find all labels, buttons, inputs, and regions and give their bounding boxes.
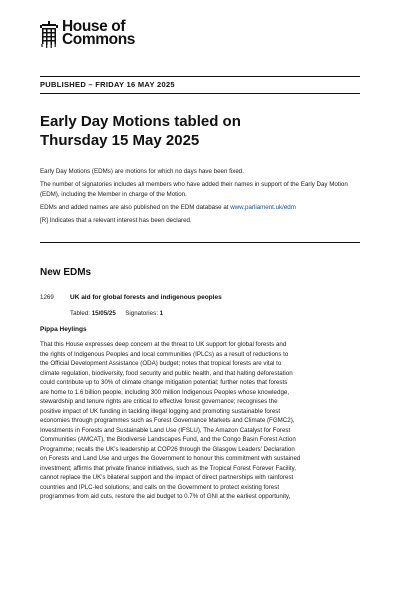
page-title-line-1: Early Day Motions tabled on <box>40 113 241 130</box>
edm-body-line: are home to 1.6 billion people, including 300 million Indigenous Peoples whose knowledge, <box>40 388 290 396</box>
edm-body-line: That this House expresses deep concern at the threat to UK support for global forests and <box>40 341 287 348</box>
published-date: PUBLISHED – FRIDAY 16 MAY 2025 <box>40 80 175 89</box>
intro-section <box>40 167 360 229</box>
edm-body-line: the Official Development Assistance (ODA) budget; notes that tropical forests are vital to <box>40 360 282 367</box>
logo-text <box>62 20 135 46</box>
edm-body-line: cannot replace the UK's bilateral support and the impact of direct partnerships with rainforest <box>40 474 294 481</box>
intro-paragraph-2: The number of signatories includes all members who have added their names in support of the Early Day Motion (EDM), including the Member in charge of the Motion. <box>40 181 348 198</box>
intro-paragraph-3 <box>40 203 360 213</box>
section-title: New EDMs <box>40 267 92 278</box>
signatories-label: Signatories: <box>125 310 158 317</box>
intro-paragraph-4: [R] Indicates that a relevant interest has been declared. <box>40 216 192 224</box>
edm-body <box>40 340 358 502</box>
tabled-date: 15/05/25 <box>91 310 116 317</box>
edm-body-line: investment; affirms that private finance initiatives, such as the Tropical Forest Forever Facility, <box>40 464 296 472</box>
edm-member-name: Pippa Heylings <box>40 326 87 333</box>
page-title-line-2: Thursday 15 May 2025 <box>40 132 200 149</box>
portcullis-icon <box>40 21 58 49</box>
edm-body-line: stewardship and tenure rights are critical to effective forest governance; recognises the <box>40 398 278 405</box>
edm-meta <box>70 310 163 317</box>
edm-body-line: Communities (AMCAT), the Biodiverse Landscapes Fund, and the Congo Basin Forest Action <box>40 436 296 443</box>
edm-title: UK aid for global forests and indigenous peoples <box>70 294 222 301</box>
logo-line-1: House of <box>62 18 126 35</box>
edm-body-line: on Forests and Land Use and urges the Government to honour this commitment with sustained <box>40 455 301 462</box>
page-title <box>40 112 360 150</box>
published-bar <box>40 76 360 94</box>
edm-body-line: the rights of Indigenous Peoples and local communities (IPLCs) as a result of reductions to <box>40 350 289 358</box>
intro-paragraph-1: Early Day Motions (EDMs) are motions for which no days have been fixed. <box>40 168 244 175</box>
edm-body-line: positive impact of UK funding in tackling illegal logging and promoting sustainable forest <box>40 407 281 415</box>
intro-paragraph-3-text: EDMs and added names are also published on the EDM database at <box>40 203 231 211</box>
house-of-commons-logo <box>40 20 135 49</box>
edm-body-line: countries and IPLC-led solutions; and calls on the Government to protect existing forest <box>40 483 280 491</box>
logo-line-2: Commons <box>62 31 135 48</box>
edm-number: 1269 <box>40 294 54 301</box>
edm-body-line: Programme; recalls the UK's leadership at COP26 through the Glasgow Leaders' Declaration <box>40 445 295 453</box>
edm-body-line: Investments in Forests and Sustainable Land Use (IFSLU), The Amazon Catalyst for Forest <box>40 426 291 434</box>
edm-body-line: could contribute up to 30% of climate change mitigation potential; further notes that forests <box>40 379 288 386</box>
edm-body-line: climate regulation, biodiversity, food security and public health, and that halting deforestation <box>40 369 293 377</box>
edm-body-line: programmes from aid cuts, restore the aid budget to 0.7% of GNI at the earliest opportunity, <box>40 493 291 500</box>
edm-body-line: economies through programmes such as Forest Governance Markets and Climate (FGMC2), <box>40 417 295 424</box>
section-divider <box>40 242 360 243</box>
tabled-label: Tabled: <box>70 310 90 317</box>
signatories-count: 1 <box>159 310 164 317</box>
edm-database-link[interactable]: www.parliament.uk/edm <box>230 203 296 211</box>
